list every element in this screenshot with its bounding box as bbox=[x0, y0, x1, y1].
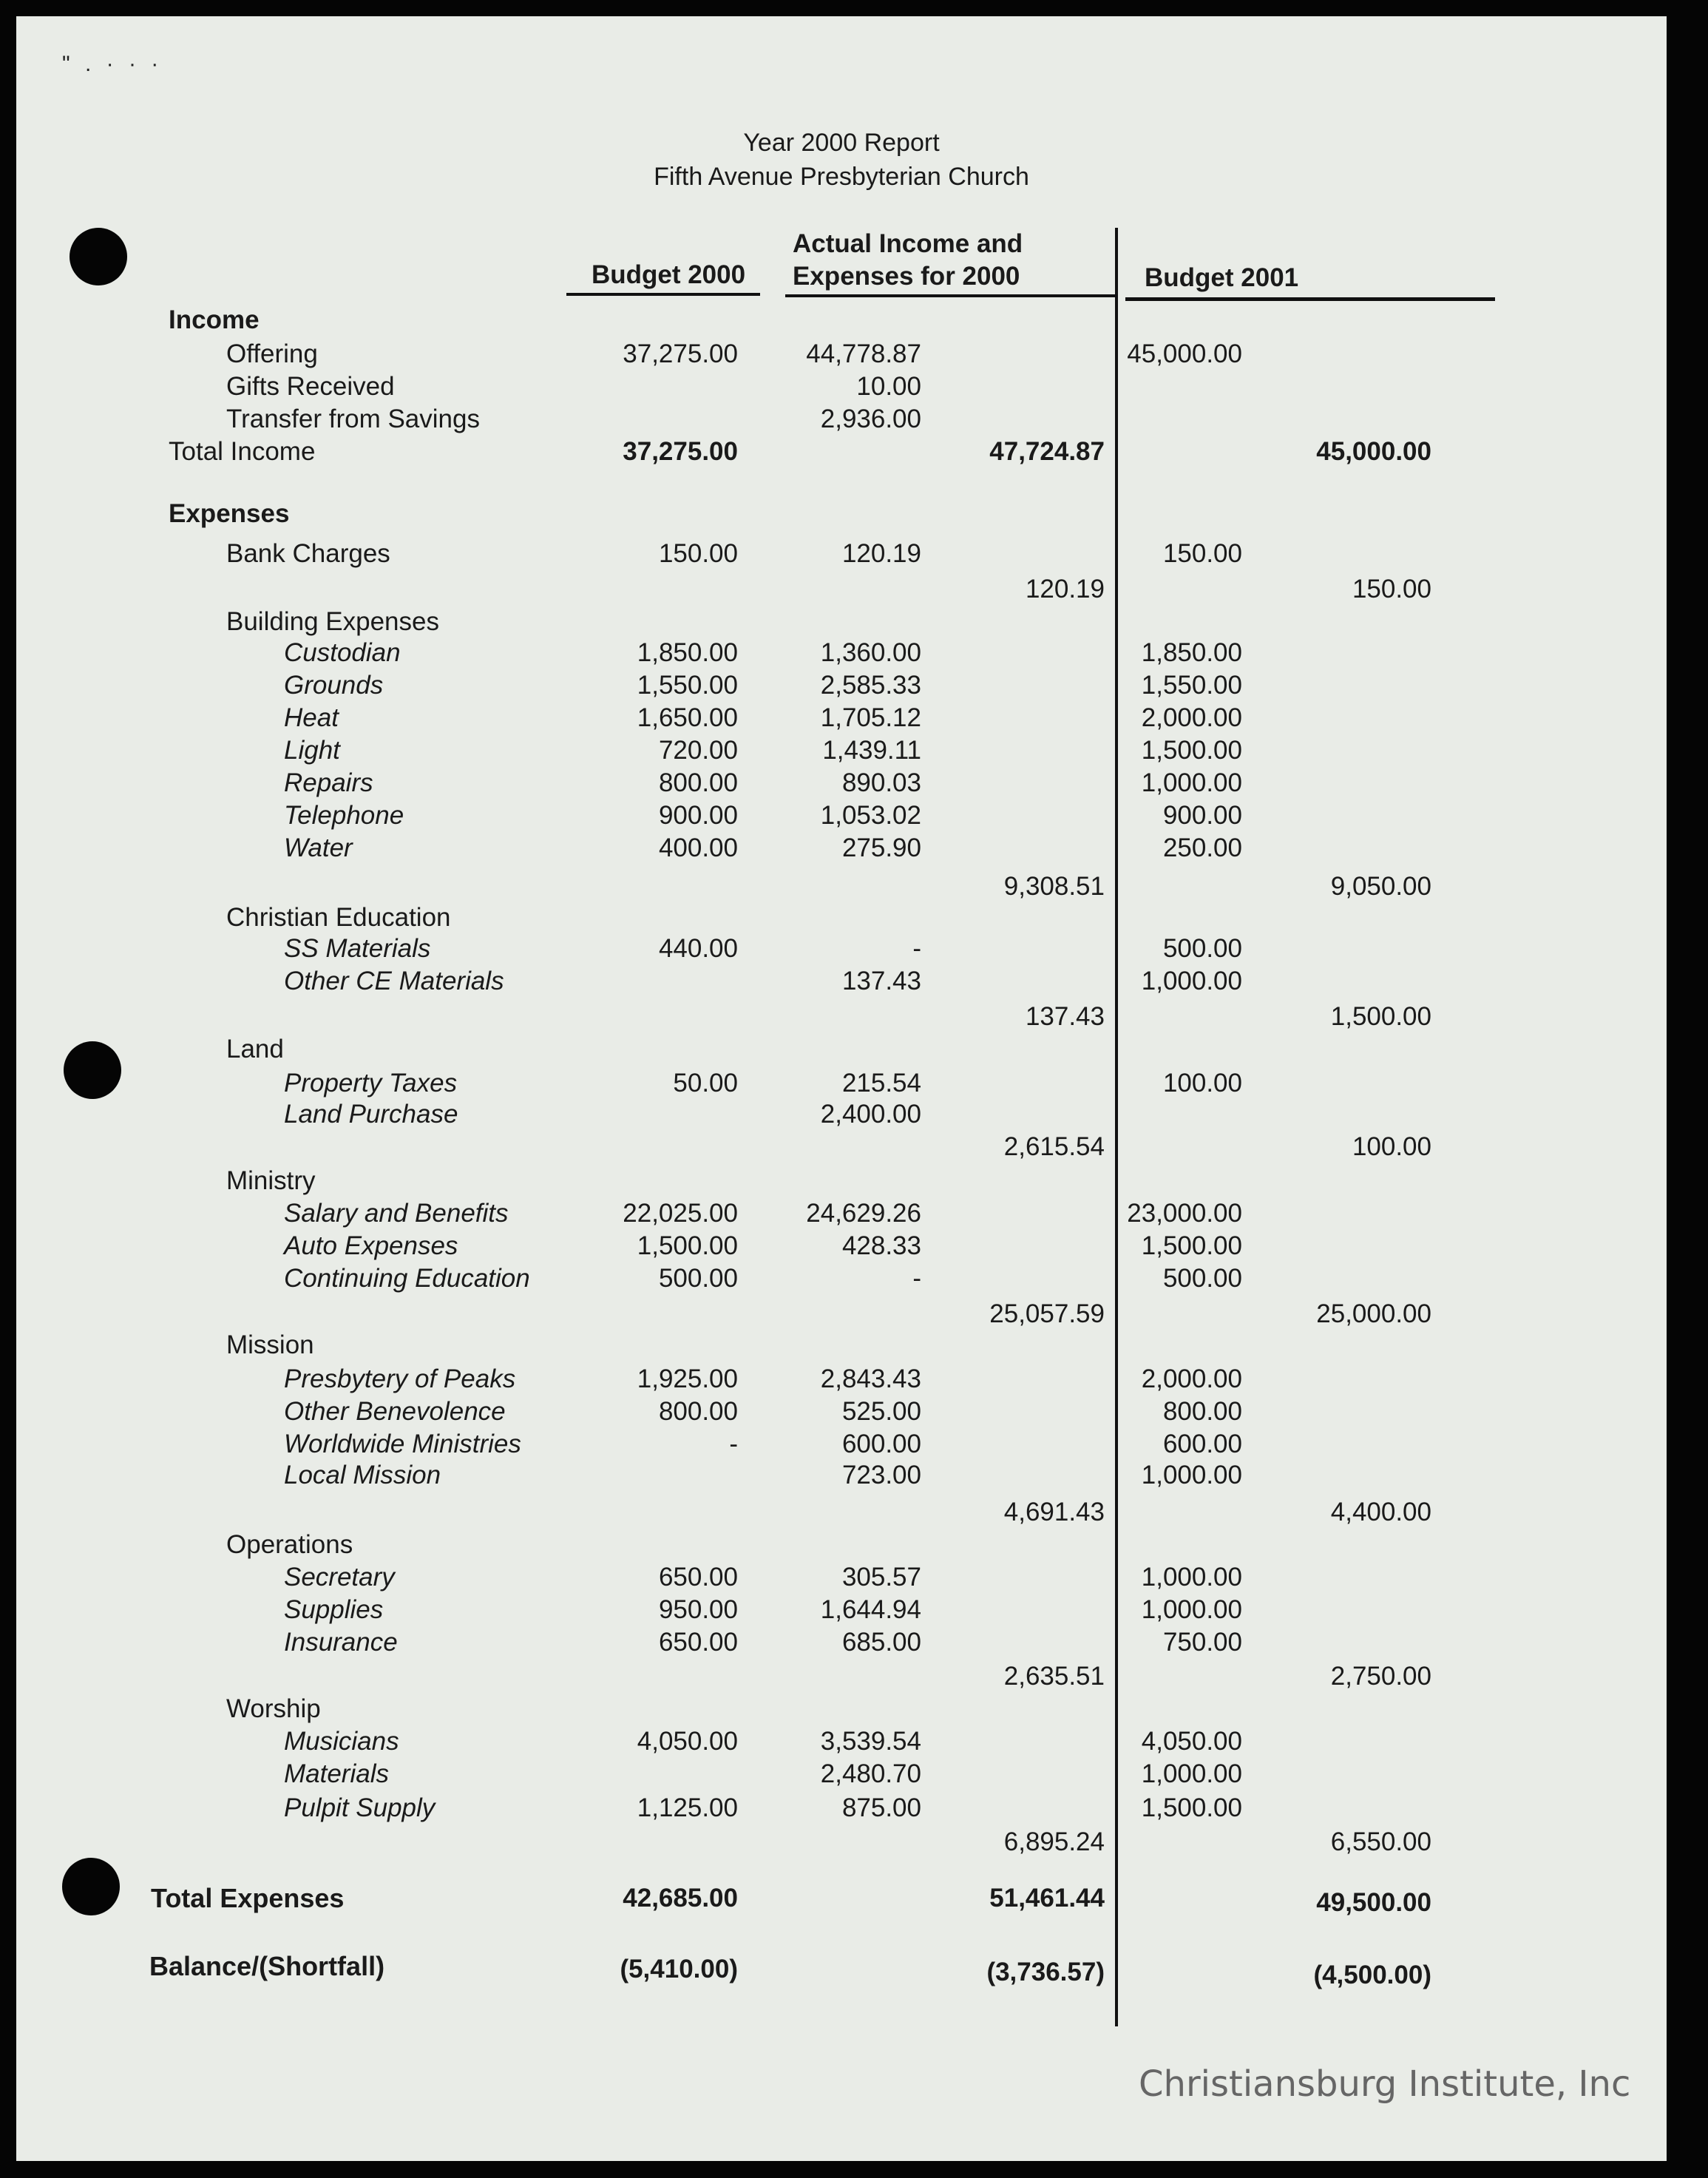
actual-value: 723.00 bbox=[841, 1461, 921, 1489]
row-label: Insurance bbox=[284, 1628, 398, 1657]
budget-2001-subtotal: 1,500.00 bbox=[1330, 1002, 1431, 1031]
actual-value: 24,629.26 bbox=[806, 1199, 921, 1228]
actual-value: 1,644.94 bbox=[820, 1595, 921, 1624]
table-row bbox=[16, 1593, 1667, 1627]
table-row bbox=[16, 964, 1667, 998]
actual-subtotal: 25,057.59 bbox=[989, 1299, 1105, 1328]
actual-value: 2,400.00 bbox=[820, 1100, 921, 1129]
report-page bbox=[16, 16, 1667, 2161]
budget-2001-subtotal: 45,000.00 bbox=[1316, 437, 1431, 466]
table-row bbox=[16, 1164, 1667, 1198]
total-expenses-budget-2001: 49,500.00 bbox=[1316, 1888, 1431, 1917]
actual-value: 890.03 bbox=[841, 768, 921, 797]
row-label: Building Expenses bbox=[226, 607, 439, 636]
budget-2001-subtotal: 9,050.00 bbox=[1330, 872, 1431, 901]
actual-value: 600.00 bbox=[841, 1430, 921, 1458]
table-row bbox=[16, 1495, 1667, 1529]
row-label: Mission bbox=[226, 1330, 314, 1359]
row-label: Pulpit Supply bbox=[284, 1793, 436, 1822]
table-row bbox=[16, 497, 1667, 531]
budget-2001-value: 1,000.00 bbox=[1141, 1563, 1242, 1592]
actual-value: 120.19 bbox=[841, 539, 921, 568]
row-label: Musicians bbox=[284, 1727, 399, 1756]
row-label: Gifts Received bbox=[226, 372, 395, 401]
actual-value: 275.90 bbox=[841, 833, 921, 862]
budget-2000-value: 900.00 bbox=[658, 801, 738, 830]
budget-2000-value: 650.00 bbox=[658, 1628, 738, 1657]
actual-value: 137.43 bbox=[841, 967, 921, 995]
budget-2001-value: 1,500.00 bbox=[1141, 1793, 1242, 1822]
table-row bbox=[16, 1725, 1667, 1759]
row-label: Auto Expenses bbox=[284, 1231, 458, 1260]
actual-subtotal: 120.19 bbox=[1025, 575, 1105, 603]
row-label: Repairs bbox=[284, 768, 373, 797]
row-label: Heat bbox=[284, 703, 339, 732]
budget-2001-value: 1,550.00 bbox=[1141, 671, 1242, 700]
budget-2000-value: 22,025.00 bbox=[623, 1199, 738, 1228]
row-label: Presbytery of Peaks bbox=[284, 1364, 516, 1393]
budget-2000-value: 950.00 bbox=[658, 1595, 738, 1624]
row-label: Land Purchase bbox=[284, 1100, 458, 1129]
budget-2000-value: 50.00 bbox=[673, 1069, 738, 1098]
budget-2001-value: 500.00 bbox=[1162, 934, 1242, 963]
actual-value: 2,585.33 bbox=[820, 671, 921, 700]
table-row bbox=[16, 669, 1667, 703]
row-label: Property Taxes bbox=[284, 1069, 458, 1098]
table-row bbox=[16, 901, 1667, 935]
table-row bbox=[16, 636, 1667, 670]
row-label: Secretary bbox=[284, 1563, 395, 1592]
actual-subtotal: 137.43 bbox=[1025, 1002, 1105, 1031]
table-row bbox=[16, 435, 1667, 469]
budget-2001-value: 1,000.00 bbox=[1141, 768, 1242, 797]
row-label: Grounds bbox=[284, 671, 384, 700]
table-row bbox=[16, 799, 1667, 833]
row-label: Other CE Materials bbox=[284, 967, 504, 995]
margin-marks: " . · · · bbox=[62, 52, 163, 76]
budget-2000-value: 1,925.00 bbox=[637, 1364, 738, 1393]
table-row bbox=[16, 1427, 1667, 1461]
row-label: Water bbox=[284, 833, 353, 862]
table-row bbox=[16, 1066, 1667, 1100]
balance-actual: (3,736.57) bbox=[986, 1958, 1105, 1986]
budget-2000-value: 500.00 bbox=[658, 1264, 738, 1293]
row-label: Operations bbox=[226, 1530, 353, 1559]
budget-2001-value: 23,000.00 bbox=[1127, 1199, 1242, 1228]
budget-2000-value: 720.00 bbox=[658, 736, 738, 765]
balance-label: Balance/(Shortfall) bbox=[149, 1951, 385, 1981]
table-row bbox=[16, 537, 1667, 571]
budget-2000-value: 37,275.00 bbox=[623, 437, 738, 466]
actual-subtotal: 2,615.54 bbox=[1003, 1132, 1105, 1161]
actual-value: 1,360.00 bbox=[820, 638, 921, 667]
budget-2001-value: 1,000.00 bbox=[1141, 1461, 1242, 1489]
actual-value: 2,843.43 bbox=[820, 1364, 921, 1393]
row-label: Worship bbox=[226, 1694, 321, 1723]
row-label: Land bbox=[226, 1035, 284, 1063]
header-underline-budget-2000 bbox=[566, 293, 760, 296]
budget-2001-value: 100.00 bbox=[1162, 1069, 1242, 1098]
actual-value: 1,053.02 bbox=[820, 801, 921, 830]
actual-value: 1,439.11 bbox=[822, 736, 921, 765]
budget-2001-value: 1,850.00 bbox=[1141, 638, 1242, 667]
balance-row bbox=[16, 1949, 1667, 1989]
total-expenses-budget-2000: 42,685.00 bbox=[623, 1884, 738, 1912]
balance-budget-2001: (4,500.00) bbox=[1313, 1961, 1431, 1989]
table-row bbox=[16, 1757, 1667, 1791]
report-subtitle: Fifth Avenue Presbyterian Church bbox=[654, 163, 1029, 191]
table-row bbox=[16, 1032, 1667, 1066]
budget-2001-value: 500.00 bbox=[1162, 1264, 1242, 1293]
table-row bbox=[16, 1130, 1667, 1164]
row-label: Transfer from Savings bbox=[226, 405, 480, 433]
budget-2000-value: 1,550.00 bbox=[637, 671, 738, 700]
table-row bbox=[16, 605, 1667, 639]
budget-2001-value: 600.00 bbox=[1162, 1430, 1242, 1458]
actual-value: 10.00 bbox=[856, 372, 921, 401]
budget-2001-subtotal: 100.00 bbox=[1352, 1132, 1431, 1161]
budget-2000-value: 400.00 bbox=[658, 833, 738, 862]
table-row bbox=[16, 1660, 1667, 1694]
budget-2000-value: 4,050.00 bbox=[637, 1727, 738, 1756]
row-label: Light bbox=[284, 736, 340, 765]
total-expenses-row bbox=[16, 1881, 1667, 1915]
actual-value: 525.00 bbox=[841, 1397, 921, 1426]
actual-value: 875.00 bbox=[841, 1793, 921, 1822]
actual-subtotal: 4,691.43 bbox=[1003, 1498, 1105, 1526]
row-label: Salary and Benefits bbox=[284, 1199, 509, 1228]
budget-2001-subtotal: 150.00 bbox=[1352, 575, 1431, 603]
row-label: Christian Education bbox=[226, 903, 451, 932]
row-label: Expenses bbox=[169, 499, 290, 528]
budget-2001-value: 1,000.00 bbox=[1141, 967, 1242, 995]
table-row bbox=[16, 701, 1667, 735]
col-header-budget-2001: Budget 2001 bbox=[1145, 263, 1299, 292]
table-row bbox=[16, 932, 1667, 966]
table-row bbox=[16, 1197, 1667, 1231]
budget-2000-value: 440.00 bbox=[658, 934, 738, 963]
budget-2000-value: 1,650.00 bbox=[637, 703, 738, 732]
col-header-actual-line1: Actual Income and bbox=[793, 229, 1023, 258]
table-row bbox=[16, 1560, 1667, 1594]
actual-value: 215.54 bbox=[841, 1069, 921, 1098]
table-row bbox=[16, 402, 1667, 436]
balance-budget-2000: (5,410.00) bbox=[620, 1955, 738, 1983]
budget-2001-value: 750.00 bbox=[1162, 1628, 1242, 1657]
budget-2001-subtotal: 2,750.00 bbox=[1330, 1662, 1431, 1691]
actual-subtotal: 2,635.51 bbox=[1003, 1662, 1105, 1691]
table-row bbox=[16, 303, 1667, 337]
budget-2001-subtotal: 25,000.00 bbox=[1316, 1299, 1431, 1328]
actual-value: 428.33 bbox=[841, 1231, 921, 1260]
budget-2000-value: 1,125.00 bbox=[637, 1793, 738, 1822]
actual-value: 3,539.54 bbox=[820, 1727, 921, 1756]
table-row bbox=[16, 1362, 1667, 1396]
row-label: Worldwide Ministries bbox=[284, 1430, 521, 1458]
table-row bbox=[16, 1626, 1667, 1660]
budget-2001-value: 800.00 bbox=[1162, 1397, 1242, 1426]
row-label: Total Income bbox=[169, 437, 316, 466]
budget-2000-value: 800.00 bbox=[658, 768, 738, 797]
row-label: Other Benevolence bbox=[284, 1397, 506, 1426]
budget-2001-value: 2,000.00 bbox=[1141, 1364, 1242, 1393]
table-row bbox=[16, 1098, 1667, 1132]
watermark: Christiansburg Institute, Inc bbox=[1139, 2063, 1631, 2105]
actual-subtotal: 47,724.87 bbox=[989, 437, 1105, 466]
table-row bbox=[16, 1395, 1667, 1429]
actual-subtotal: 9,308.51 bbox=[1003, 872, 1105, 901]
actual-value: - bbox=[912, 934, 921, 963]
table-row bbox=[16, 1000, 1667, 1034]
table-row bbox=[16, 831, 1667, 865]
actual-value: 2,480.70 bbox=[820, 1759, 921, 1788]
punch-hole-top bbox=[70, 228, 127, 285]
budget-2000-value: 1,850.00 bbox=[637, 638, 738, 667]
actual-subtotal: 6,895.24 bbox=[1003, 1827, 1105, 1856]
col-header-budget-2000: Budget 2000 bbox=[591, 260, 746, 289]
budget-2001-subtotal: 4,400.00 bbox=[1330, 1498, 1431, 1526]
report-title: Year 2000 Report bbox=[743, 129, 940, 157]
row-label: Custodian bbox=[284, 638, 401, 667]
budget-2000-value: 37,275.00 bbox=[623, 339, 738, 368]
table-row bbox=[16, 1692, 1667, 1726]
budget-2001-subtotal: 6,550.00 bbox=[1330, 1827, 1431, 1856]
actual-value: - bbox=[912, 1264, 921, 1293]
row-label: Supplies bbox=[284, 1595, 384, 1624]
row-label: Bank Charges bbox=[226, 539, 390, 568]
table-row bbox=[16, 572, 1667, 606]
budget-2001-value: 1,000.00 bbox=[1141, 1595, 1242, 1624]
table-row bbox=[16, 1328, 1667, 1362]
table-row bbox=[16, 337, 1667, 371]
table-row bbox=[16, 870, 1667, 904]
budget-2001-value: 1,500.00 bbox=[1141, 736, 1242, 765]
actual-value: 2,936.00 bbox=[820, 405, 921, 433]
budget-2000-value: 800.00 bbox=[658, 1397, 738, 1426]
actual-value: 44,778.87 bbox=[806, 339, 921, 368]
row-label: SS Materials bbox=[284, 934, 431, 963]
table-row bbox=[16, 1528, 1667, 1562]
table-row bbox=[16, 1791, 1667, 1825]
row-label: Telephone bbox=[284, 801, 404, 830]
budget-2001-value: 900.00 bbox=[1162, 801, 1242, 830]
row-label: Offering bbox=[226, 339, 318, 368]
table-row bbox=[16, 734, 1667, 768]
budget-2000-value: 650.00 bbox=[658, 1563, 738, 1592]
actual-value: 305.57 bbox=[841, 1563, 921, 1592]
budget-2000-value: 1,500.00 bbox=[637, 1231, 738, 1260]
actual-value: 685.00 bbox=[841, 1628, 921, 1657]
table-row bbox=[16, 1229, 1667, 1263]
col-header-actual-line2: Expenses for 2000 bbox=[793, 262, 1020, 291]
table-row bbox=[16, 370, 1667, 404]
budget-2001-value: 45,000.00 bbox=[1127, 339, 1242, 368]
row-label: Local Mission bbox=[284, 1461, 441, 1489]
table-row bbox=[16, 1458, 1667, 1492]
table-row bbox=[16, 766, 1667, 800]
table-row bbox=[16, 1825, 1667, 1859]
row-label: Ministry bbox=[226, 1166, 316, 1195]
budget-2001-value: 1,000.00 bbox=[1141, 1759, 1242, 1788]
budget-2001-value: 4,050.00 bbox=[1141, 1727, 1242, 1756]
actual-value: 1,705.12 bbox=[820, 703, 921, 732]
total-expenses-actual: 51,461.44 bbox=[989, 1884, 1105, 1912]
budget-2001-value: 250.00 bbox=[1162, 833, 1242, 862]
header-underline-actual bbox=[785, 294, 1118, 297]
table-row bbox=[16, 1262, 1667, 1296]
budget-2000-value: - bbox=[729, 1430, 738, 1458]
row-label: Continuing Education bbox=[284, 1264, 530, 1293]
row-label: Materials bbox=[284, 1759, 389, 1788]
total-expenses-label: Total Expenses bbox=[151, 1883, 345, 1913]
row-label: Income bbox=[169, 305, 260, 334]
header-underline-budget-2001 bbox=[1125, 297, 1495, 301]
budget-2001-value: 2,000.00 bbox=[1141, 703, 1242, 732]
budget-2000-value: 150.00 bbox=[658, 539, 738, 568]
budget-2001-value: 150.00 bbox=[1162, 539, 1242, 568]
budget-2001-value: 1,500.00 bbox=[1141, 1231, 1242, 1260]
table-row bbox=[16, 1297, 1667, 1331]
